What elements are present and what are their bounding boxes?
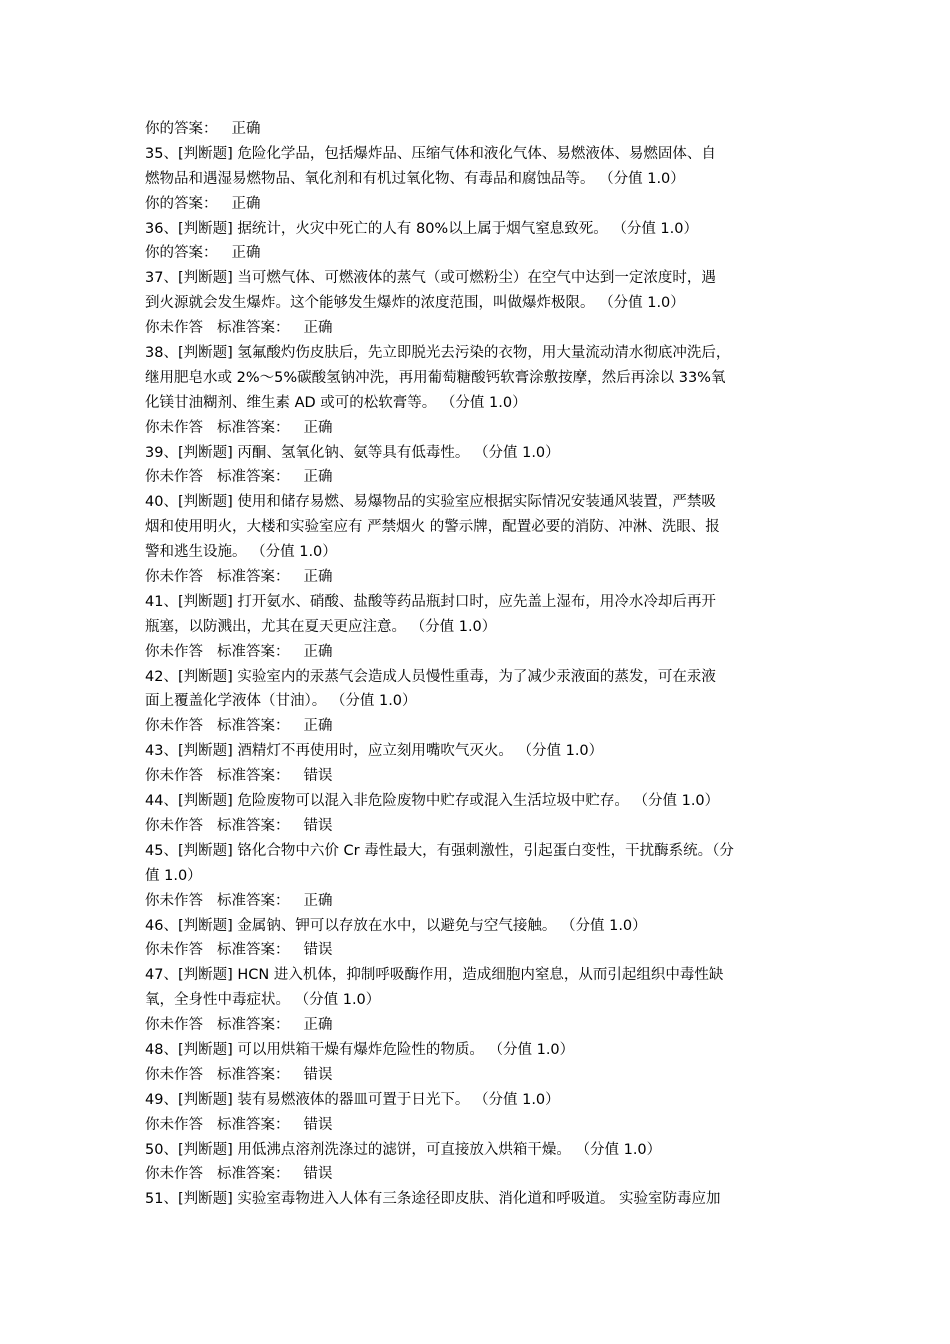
question-line: 继用肥皂水或 2%～5%碳酸氢钠冲洗，再用葡萄糖酸钙软膏涂敷按摩，然后再涂以 33%氧	[145, 369, 726, 386]
standard-answer-label: 标准答案：	[217, 569, 290, 586]
standard-answer-label: 标准答案：	[217, 1166, 290, 1183]
standard-answer-label: 标准答案：	[217, 1017, 290, 1034]
answer-value: 错误	[303, 1166, 333, 1183]
your-answer-line	[145, 241, 810, 266]
not-answered-label: 你未作答	[145, 768, 203, 785]
standard-answer-line	[145, 1162, 810, 1187]
standard-answer-line	[145, 416, 810, 441]
answer-value: 错误	[303, 1066, 333, 1083]
standard-answer-line	[145, 1063, 810, 1088]
question-line: 43、[判断题] 酒精灯不再使用时，应立刻用嘴吹气灭火。 （分值 1.0）	[145, 743, 604, 760]
question-line: 化镁甘油糊剂、维生素 AD 或可的松软膏等。 （分值 1.0）	[145, 394, 527, 411]
question-line: 40、[判断题] 使用和储存易燃、易爆物品的实验室应根据实际情况安装通风装置，严禁吸	[145, 494, 716, 511]
standard-answer-line	[145, 714, 810, 739]
answer-value: 正确	[231, 195, 261, 212]
answer-value: 正确	[303, 419, 333, 436]
answer-value: 错误	[303, 1116, 333, 1133]
not-answered-label: 你未作答	[145, 892, 203, 909]
question-line: 氧，全身性中毒症状。 （分值 1.0）	[145, 992, 381, 1009]
not-answered-label: 你未作答	[145, 320, 203, 337]
standard-answer-label: 标准答案：	[217, 942, 290, 959]
document-page	[145, 117, 810, 1212]
question-line: 50、[判断题] 用低沸点溶剂洗涤过的滤饼，可直接放入烘箱干燥。 （分值 1.0）	[145, 1141, 662, 1158]
question-line: 49、[判断题] 装有易燃液体的器皿可置于日光下。 （分值 1.0）	[145, 1091, 560, 1108]
answer-value: 错误	[303, 942, 333, 959]
question-line: 51、[判断题] 实验室毒物进入人体有三条途径即皮肤、消化道和呼吸道。 实验室防毒应加	[145, 1191, 721, 1208]
standard-answer-label: 标准答案：	[217, 892, 290, 909]
question-line: 值 1.0）	[145, 867, 202, 884]
your-answer-label: 你的答案：	[145, 245, 218, 262]
standard-answer-line	[145, 316, 810, 341]
not-answered-label: 你未作答	[145, 1116, 203, 1133]
not-answered-label: 你未作答	[145, 469, 203, 486]
question-line: 36、[判断题] 据统计，火灾中死亡的人有 80%以上属于烟气窒息致死。 （分值 1.0）	[145, 220, 698, 237]
question-line: 瓶塞，以防溅出，尤其在夏天更应注意。 （分值 1.0）	[145, 618, 497, 635]
not-answered-label: 你未作答	[145, 1166, 203, 1183]
question-line: 47、[判断题] HCN 进入机体，抑制呼吸酶作用，造成细胞内窒息，从而引起组织中毒性缺	[145, 967, 724, 984]
answer-value: 正确	[303, 320, 333, 337]
standard-answer-label: 标准答案：	[217, 817, 290, 834]
question-line: 48、[判断题] 可以用烘箱干燥有爆炸危险性的物质。 （分值 1.0）	[145, 1041, 575, 1058]
question-line: 烟和使用明火，大楼和实验室应有 严禁烟火 的警示牌，配置必要的消防、冲淋、洗眼、报	[145, 519, 720, 536]
answer-value: 正确	[303, 1017, 333, 1034]
answer-value: 正确	[303, 718, 333, 735]
standard-answer-line	[145, 565, 810, 590]
not-answered-label: 你未作答	[145, 569, 203, 586]
answer-value: 正确	[303, 892, 333, 909]
standard-answer-line	[145, 938, 810, 963]
standard-answer-label: 标准答案：	[217, 469, 290, 486]
standard-answer-line	[145, 465, 810, 490]
not-answered-label: 你未作答	[145, 718, 203, 735]
not-answered-label: 你未作答	[145, 942, 203, 959]
not-answered-label: 你未作答	[145, 419, 203, 436]
question-line: 39、[判断题] 丙酮、氢氧化钠、氨等具有低毒性。 （分值 1.0）	[145, 444, 560, 461]
standard-answer-line	[145, 1113, 810, 1138]
your-answer-label: 你的答案：	[145, 121, 218, 137]
answer-value: 错误	[303, 817, 333, 834]
standard-answer-label: 标准答案：	[217, 320, 290, 337]
not-answered-label: 你未作答	[145, 1017, 203, 1034]
answer-value: 正确	[303, 643, 333, 660]
question-line: 46、[判断题] 金属钠、钾可以存放在水中，以避免与空气接触。 （分值 1.0）	[145, 917, 647, 934]
not-answered-label: 你未作答	[145, 1066, 203, 1083]
standard-answer-line	[145, 1013, 810, 1038]
standard-answer-line	[145, 889, 810, 914]
not-answered-label: 你未作答	[145, 643, 203, 660]
question-line: 45、[判断题] 铬化合物中六价 Cr 毒性最大，有强刺激性，引起蛋白变性，干扰酶系统。（分	[145, 842, 734, 859]
question-line: 面上覆盖化学液体（甘油）。 （分值 1.0）	[145, 693, 417, 710]
standard-answer-line	[145, 764, 810, 789]
your-answer-label: 你的答案：	[145, 195, 218, 212]
answer-value: 错误	[303, 768, 333, 785]
question-line: 警和逃生设施。 （分值 1.0）	[145, 544, 337, 561]
standard-answer-label: 标准答案：	[217, 643, 290, 660]
question-line: 44、[判断题] 危险废物可以混入非危险废物中贮存或混入生活垃圾中贮存。 （分值 1.0）	[145, 793, 720, 810]
standard-answer-label: 标准答案：	[217, 419, 290, 436]
question-line: 燃物品和遇湿易燃物品、氧化剂和有机过氧化物、有毒品和腐蚀品等。 （分值 1.0）	[145, 170, 685, 187]
answer-value: 正确	[231, 121, 261, 137]
answer-value: 正确	[303, 569, 333, 586]
question-line: 42、[判断题] 实验室内的汞蒸气会造成人员慢性重毒，为了减少汞液面的蒸发，可在汞液	[145, 668, 716, 685]
question-line: 到火源就会发生爆炸。这个能够发生爆炸的浓度范围，叫做爆炸极限。 （分值 1.0）	[145, 295, 685, 312]
standard-answer-label: 标准答案：	[217, 1116, 290, 1133]
your-answer-line	[145, 192, 810, 217]
standard-answer-line	[145, 814, 810, 839]
not-answered-label: 你未作答	[145, 817, 203, 834]
question-line: 41、[判断题] 打开氨水、硝酸、盐酸等药品瓶封口时，应先盖上湿布，用冷水冷却后再开	[145, 593, 716, 610]
standard-answer-label: 标准答案：	[217, 718, 290, 735]
question-line: 35、[判断题] 危险化学品，包括爆炸品、压缩气体和液化气体、易燃液体、易燃固体、自	[145, 145, 716, 162]
answer-value: 正确	[303, 469, 333, 486]
standard-answer-line	[145, 640, 810, 665]
answer-value: 正确	[231, 245, 261, 262]
your-answer-line	[145, 117, 810, 142]
question-line: 38、[判断题] 氢氟酸灼伤皮肤后，先立即脱光去污染的衣物，用大量流动清水彻底冲洗后，	[145, 345, 731, 362]
standard-answer-label: 标准答案：	[217, 1066, 290, 1083]
question-line: 37、[判断题] 当可燃气体、可燃液体的蒸气（或可燃粉尘）在空气中达到一定浓度时，遇	[145, 270, 716, 287]
standard-answer-label: 标准答案：	[217, 768, 290, 785]
